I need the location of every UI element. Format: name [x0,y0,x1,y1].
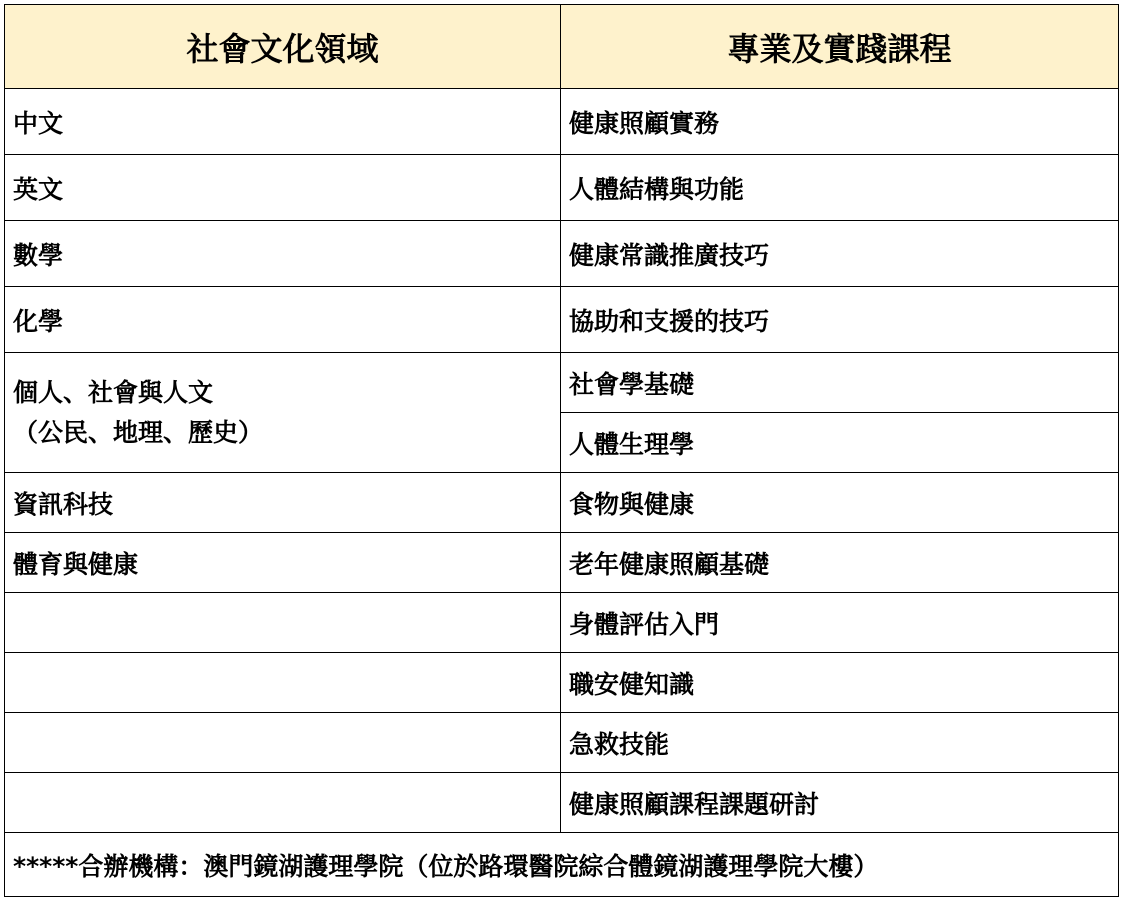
right-cell: 急救技能 [561,713,1119,773]
table-row [5,773,1119,833]
header-social-culture: 社會文化領域 [5,5,561,89]
left-cell-empty [5,593,561,653]
footer-note: *****合辦機構：澳門鏡湖護理學院（位於路環醫院綜合體鏡湖護理學院大樓） [5,833,1119,897]
table-row [5,473,1119,533]
header-row [5,5,1119,89]
right-cell: 健康照顧課程課題研討 [561,773,1119,833]
table-row [5,653,1119,713]
left-cell-line: （公民、地理、歷史） [13,417,264,447]
right-cell: 身體評估入門 [561,593,1119,653]
right-cell: 健康常識推廣技巧 [561,221,1119,287]
right-cell: 社會學基礎 [561,353,1119,413]
table-row [5,221,1119,287]
left-cell: 化學 [5,287,561,353]
left-cell-empty [5,773,561,833]
right-cell: 人體生理學 [561,413,1119,473]
table-row [5,287,1119,353]
header-professional-practice: 專業及實踐課程 [561,5,1119,89]
table-row [5,533,1119,593]
right-cell: 老年健康照顧基礎 [561,533,1119,593]
left-cell: 英文 [5,155,561,221]
right-cell: 職安健知識 [561,653,1119,713]
left-cell-line: 個人、社會與人文 [13,377,214,407]
footer-row [5,833,1119,897]
table-row [5,89,1119,155]
left-cell-merged [5,353,561,473]
left-cell: 體育與健康 [5,533,561,593]
right-cell: 人體結構與功能 [561,155,1119,221]
course-table [4,4,1119,897]
table-row [5,593,1119,653]
left-cell: 資訊科技 [5,473,561,533]
right-cell: 食物與健康 [561,473,1119,533]
left-cell-empty [5,713,561,773]
left-cell-empty [5,653,561,713]
right-cell: 健康照顧實務 [561,89,1119,155]
right-cell: 協助和支援的技巧 [561,287,1119,353]
left-cell: 中文 [5,89,561,155]
table-row [5,155,1119,221]
table-row [5,353,1119,413]
table-row [5,713,1119,773]
left-cell: 數學 [5,221,561,287]
